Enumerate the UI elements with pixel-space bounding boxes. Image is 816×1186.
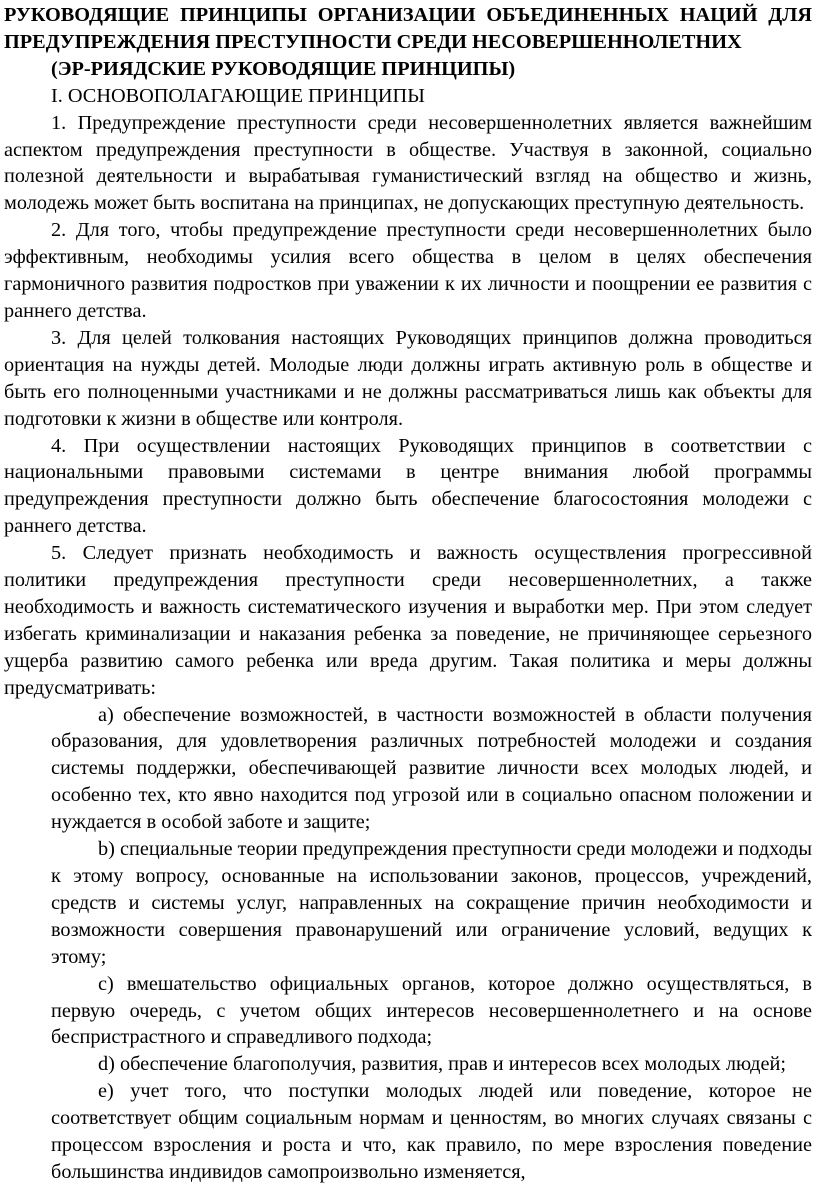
sub-item-a: a) обеспечение возможностей, в частности возможностей в области получения образования, для удовлетворения различных потребностей молодежи и создания системы поддержки, обеспечивающей развитие личности всех молодых людей, и особенно тех, кто явно находится под угрозой или в социально опасном положении и нуждается в особой заботе и защите; [51,703,812,834]
sub-item-c: c) вмешательство официальных органов, которое должно осуществляться, в первую очередь, с учетом общих интересов несовершеннолетнего и на основе беспристрастного и справедливого подхода; [51,972,812,1049]
paragraph-2: 2. Для того, чтобы предупреждение преступности среди несовершеннолетних было эффективным, необходимы усилия всего общества в целом в целях обеспечения гармоничного развития подростков при уважении к их личности и поощрении ее развития с раннего детства. [4,219,812,322]
paragraph-5: 5. Следует признать необходимость и важность осуществления прогрессивной политики предупреждения преступности среди несовершеннолетних, а также необходимость и важность систематического изучения и выработки мер. При этом следует избегать криминализации и наказания ребенка за поведение, не причиняющее серьезного ущерба развитию самого ребенка или вреда другим. Такая политика и меры должны предусматривать: [4,542,812,699]
paragraph-4: 4. При осуществлении настоящих Руководящих принципов в соответствии с национальными правовыми системами в центре внимания любой программы предупреждения преступности должно быть обеспечение благосостояния молодежи с раннего детства. [4,434,812,538]
paragraph-1: 1. Предупреждение преступности среди несовершеннолетних является важнейшим аспектом предупреждения преступности в обществе. Участвуя в законной, социально полезной деятельности и вырабатывая гуманистический взгляд на общество и жизнь, молодежь может быть воспитана на принципах, не допускающих преступную деятельность. [4,111,812,215]
sub-item-e: e) учет того, что поступки молодых людей или поведение, которое не соответствует общим социальным нормам и ценностям, во многих случаях связаны с процессом взросления и роста и что, как правило, по мере взросления поведение большинства индивидов самопроизвольно изменяется, [51,1080,812,1183]
paragraph-3: 3. Для целей толкования настоящих Руководящих принципов должна проводиться ориентация на нужды детей. Молодые люди должны играть активную роль в обществе и быть его полноценными участниками и не должны рассматриваться лишь как объекты для подготовки к жизни в обществе или контроля. [4,326,812,430]
section-heading: I. ОСНОВОПОЛАГАЮЩИЕ ПРИНЦИПЫ [51,84,425,107]
document-subtitle: (ЭР-РИЯДСКИЕ РУКОВОДЯЩИЕ ПРИНЦИПЫ) [51,57,516,80]
document-title: РУКОВОДЯЩИЕ ПРИНЦИПЫ ОРГАНИЗАЦИИ ОБЪЕДИНЕННЫХ НАЦИЙ ДЛЯ ПРЕДУПРЕЖДЕНИЯ ПРЕСТУПНОСТИ СРЕДИ НЕСОВЕРШЕННОЛЕТНИХ [4,4,812,53]
sub-item-b: b) специальные теории предупреждения преступности среди молодежи и подходы к этому вопросу, основанные на использовании законов, процессов, учреждений, средств и системы услуг, направленных на сокращение причин необходимости и возможности совершения правонарушений или ограничение условий, ведущих к этому; [51,838,812,968]
sub-item-d: d) обеспечение благополучия, развития, прав и интересов всех молодых людей; [98,1053,786,1076]
